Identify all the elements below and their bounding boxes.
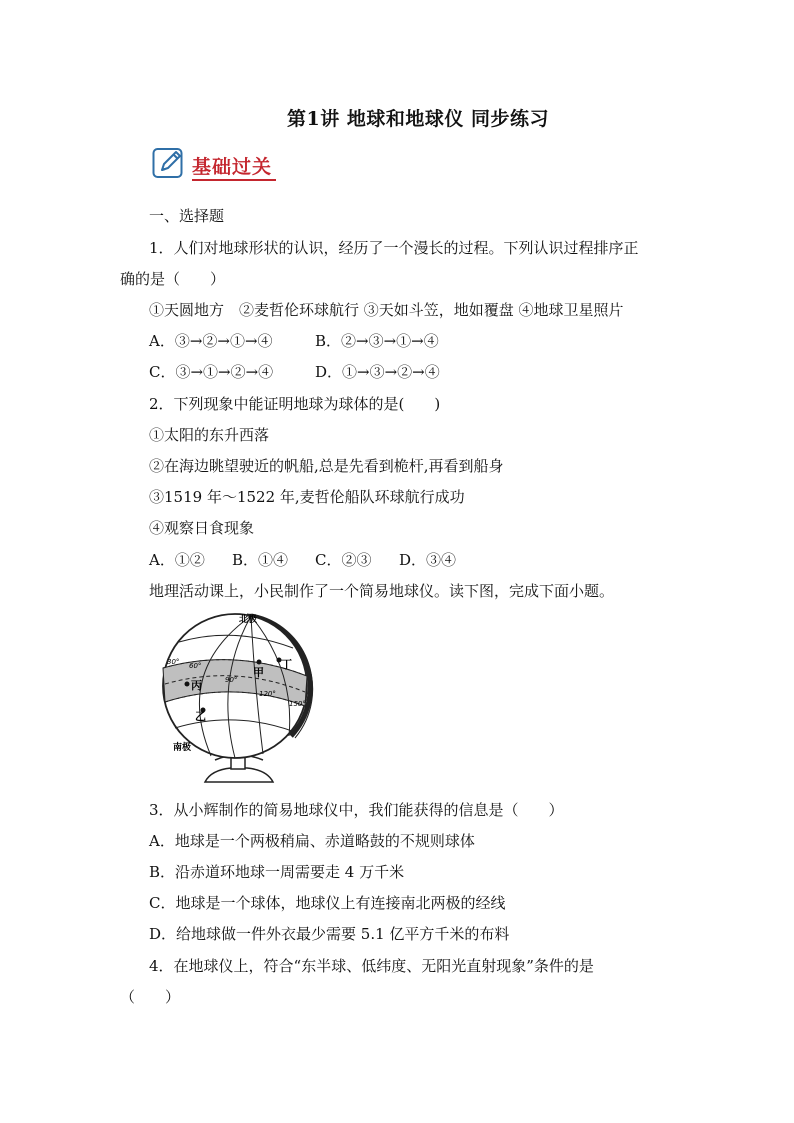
q1-option-c[interactable]: C．③→①→②→④ xyxy=(149,363,274,381)
q1-options-row1 xyxy=(149,331,439,351)
label-jia: 甲 xyxy=(253,666,264,679)
section-underline xyxy=(192,179,276,181)
q3-option-b[interactable]: B．沿赤道环地球一周需要走 4 万千米 xyxy=(149,863,405,881)
label-north-pole: 北极 xyxy=(239,615,258,625)
section-heading: 一、选择题 xyxy=(149,207,225,225)
q2-option-a[interactable]: A．①② xyxy=(149,551,205,569)
label-ding: 丁 xyxy=(281,658,292,671)
q1-option-d[interactable]: D．①→③→②→④ xyxy=(315,363,440,381)
q1-option-b[interactable]: B．②→③→①→④ xyxy=(315,332,439,350)
globe-figure xyxy=(155,610,335,788)
q1-options-row2 xyxy=(149,362,440,382)
label-south-pole: 南极 xyxy=(173,743,192,753)
label-lon-90: 90° xyxy=(225,676,238,684)
q2-option-c[interactable]: C．②③ xyxy=(315,551,372,569)
q3-option-d[interactable]: D．给地球做一件外衣最少需要 5.1 亿平方千米的布料 xyxy=(149,925,510,943)
pencil-edit-icon xyxy=(152,146,185,179)
q1-items: ①天圆地方 ②麦哲伦环球航行 ③天如斗笠，地如覆盘 ④地球卫星照片 xyxy=(149,301,624,319)
q2-stem: 2．下列现象中能证明地球为球体的是( ) xyxy=(149,395,441,413)
q1-stem-line2: 确的是（ ） xyxy=(120,270,226,288)
q2-item-3: ③1519 年～1522 年,麦哲伦船队环球航行成功 xyxy=(149,488,465,506)
label-bing: 丙 xyxy=(191,679,202,692)
globe-stand-base xyxy=(205,768,273,782)
q2-option-b[interactable]: B．①④ xyxy=(232,551,289,569)
q4-stem-line1: 4．在地球仪上，符合“东半球、低纬度、无阳光直射现象”条件的是 xyxy=(149,957,594,975)
label-lon-30: 30° xyxy=(167,658,180,666)
label-lon-150: 150° xyxy=(289,700,306,708)
q3-stem: 3．从小辉制作的简易地球仪中，我们能获得的信息是（ ） xyxy=(149,801,564,819)
section-badge xyxy=(152,146,282,186)
q1-option-a[interactable]: A．③→②→①→④ xyxy=(149,332,273,350)
page-title: 第1讲 地球和地球仪 同步练习 xyxy=(287,108,549,130)
point-jia-dot xyxy=(257,660,262,665)
q2-item-2: ②在海边眺望驶近的帆船,总是先看到桅杆,再看到船身 xyxy=(149,457,504,475)
label-yi: 乙 xyxy=(195,710,206,723)
label-lon-120: 120° xyxy=(259,690,276,698)
q2-item-4: ④观察日食现象 xyxy=(149,519,255,537)
q2-item-1: ①太阳的东升西落 xyxy=(149,426,270,444)
q3-option-c[interactable]: C．地球是一个球体，地球仪上有连接南北两极的经线 xyxy=(149,894,506,912)
q2-option-d[interactable]: D．③④ xyxy=(399,551,457,569)
passage-intro: 地理活动课上，小民制作了一个简易地球仪。读下图，完成下面小题。 xyxy=(149,582,615,600)
q1-stem-line1: 1．人们对地球形状的认识，经历了一个漫长的过程。下列认识过程排序正 xyxy=(149,239,639,257)
section-label: 基础过关 xyxy=(192,156,273,178)
q2-options xyxy=(149,550,456,570)
q4-stem-line2: （ ） xyxy=(120,988,181,1006)
q3-option-a[interactable]: A．地球是一个两极稍扁、赤道略鼓的不规则球体 xyxy=(149,832,475,850)
point-bing-dot xyxy=(185,682,190,687)
label-lon-60: 60° xyxy=(189,662,202,670)
